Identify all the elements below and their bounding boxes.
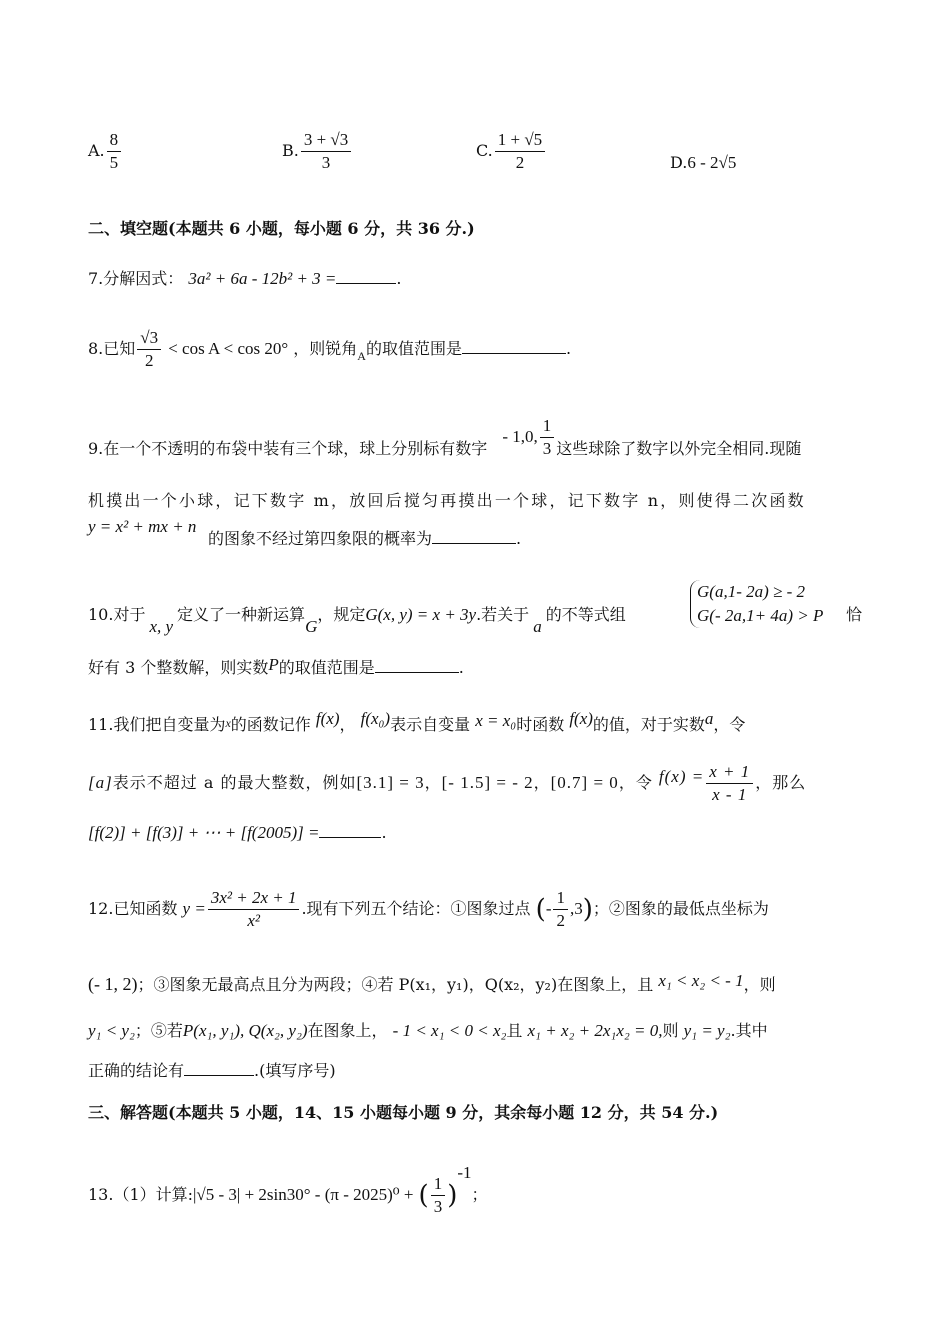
option-b-label: B. [282,141,299,160]
option-d [670,152,736,174]
q11-sum: [f(2)] + [f(3)] + ⋯ + [f(2005)] = [88,823,320,842]
q12-l3d: 在图象上， [307,1021,388,1040]
q13-fraction [431,1174,446,1217]
question-9-line1 [88,416,801,460]
option-c-fraction [495,130,545,173]
option-c [476,130,547,173]
q9-line1-text: 9.在一个不透明的布袋中装有三个球，球上分别标有数字 [88,439,488,458]
q11-bracket-a: [a] [88,773,113,792]
q8-mid: ，则锐角 [293,339,358,358]
q11-p4: 时函数 [516,715,565,734]
q10-line2b: 的取值范围是 [278,658,375,677]
q11-frac-num: x + 1 [706,762,753,784]
question-11-line1 [88,708,745,736]
q8-suffix: 的取值范围是 [365,339,462,358]
option-c-num: 1 + √5 [495,130,545,152]
question-12-line1 [88,888,769,931]
q9-line3-text: 的图象不经过第四象限的概率为 [208,529,433,548]
option-d-label: D. [670,153,688,172]
q7-answer-blank[interactable] [336,269,396,284]
option-b-den: 3 [321,153,331,172]
q11-answer-blank[interactable] [319,823,381,838]
q12-frac-num: 3x² + 2x + 1 [208,888,300,910]
q12-lowest-point: (- 1, 2) [88,974,138,994]
q9-frac-num: 1 [540,416,555,438]
q12-point-paren-left: ( [535,894,546,925]
q9-function: y = x² + mx + n [88,517,197,536]
q12-l3c: P(x₁, y₁), Q(x₂, y₂) [182,1021,308,1040]
q9-end: . [516,529,522,548]
q12-fraction [208,888,300,931]
q12-p3: ；②图象的最低点坐标为 [592,899,769,918]
q8-frac-num: √3 [137,328,161,350]
q10-answer-blank[interactable] [375,658,459,673]
q10-p5: 的不等式组 [545,605,626,624]
q9-line1-end: 这些球除了数字以外完全相同.现随 [556,439,802,458]
option-a [88,130,123,173]
option-a-num: 8 [107,130,122,152]
q13-expression: |√5 - 3| + 2sin30° - (π - 2025)⁰ + [193,1185,414,1204]
q13-paren-right: ) [447,1180,458,1211]
q10-p6: 恰 [846,605,863,624]
q11-p1: 11.我们把自变量为 [88,715,226,734]
option-c-den: 2 [515,153,525,172]
q13-end: ； [471,1185,488,1204]
q10-p3: ，规定 [317,605,366,624]
q12-point-den: 2 [556,911,565,930]
q12-l3b: ；⑤若 [134,1021,183,1040]
q10-vars: x, y [149,617,174,636]
q10-p2: 定义了一种新运算 [177,605,306,624]
q7-end: . [396,269,402,288]
q8-end: . [565,339,572,358]
q12-point-neg: - [545,899,552,918]
q11-eq: x = x₀ [475,711,517,730]
q8-var-a: A [357,349,366,363]
q10-p1: 10.对于 [88,605,146,624]
q10-p4: .若关于 [476,605,530,624]
q12-l2d: ，则 [743,975,776,994]
q12-answer-blank[interactable] [184,1061,254,1076]
q9-answer-blank[interactable] [432,529,516,544]
q12-l4b: .(填写序号) [254,1061,336,1080]
q13-frac-num: 1 [431,1174,446,1196]
question-9-line3 [208,528,521,550]
q11-a: a [704,709,714,728]
q12-l3e: - 1 < x₁ < 0 < x₂ [392,1021,507,1040]
option-d-text: 6 - 2√5 [687,153,737,172]
q12-l2b: ；③图象无最高点且分为两段；④若 P(x₁，y₁)，Q(x₂，y₂)在图象上，且 [137,975,654,994]
q11-fraction [706,762,753,805]
q11-p5: 的值，对于实数 [592,715,705,734]
question-12-line4 [88,1060,336,1082]
option-a-fraction [107,130,122,173]
question-11-line2: [a]表示不超过 a 的最大整数，例如[3.1] = 3，[- 1.5] = - 2，[0.7] = 0，令 f(x) = $\frac{x + 1}{x - 1}$ ，那么 [88,762,807,804]
section3-heading: 三、解答题(本题共 5 小题，14、15 小题每小题 9 分，其余每小题 12 分，共 54 分.) [88,1103,719,1122]
q11-example-1: [3.1] = 3 [356,773,425,792]
q10-a: a [533,617,542,636]
option-b-num: 3 + √3 [301,130,351,152]
q11-p6: ，令 [713,715,746,734]
q12-p2: .现有下列五个结论：①图象过点 [301,899,531,918]
q11-l2c: ，令 [618,773,653,792]
q11-l2b: 表示不超过 a 的最大整数，例如 [112,773,357,792]
q10-rule: G(x, y) = x + 3y [365,605,477,624]
q11-p2: 的函数记作 [230,715,311,734]
q12-l3j: .其中 [730,1021,768,1040]
q11-fx: f(x) [315,709,340,728]
option-a-label: A. [88,141,105,160]
option-b [282,130,353,173]
q12-l3i: y₁ = y₂ [683,1021,731,1040]
question-8 [88,328,571,371]
q10-inequality-system [690,580,823,628]
q13-paren-left: ( [418,1180,429,1211]
q12-point-end: ,3 [569,899,583,918]
q11-example-2: [- 1.5] = - 2 [441,773,534,792]
q7-expression: 3a² + 6a - 12b² + 3 = [188,269,337,288]
q10-inequality-2: G(- 2a,1+ 4a) > P [697,606,824,625]
q12-point-num: 1 [553,888,568,910]
q13-exponent: -1 [457,1163,472,1182]
q11-frac-den: x - 1 [712,785,748,804]
option-b-fraction [301,130,351,173]
q11-x: x [225,716,231,730]
q8-frac-den: 2 [144,351,154,370]
question-12-line2 [88,970,776,996]
q10-line2-text: 好有 3 个整数解，则实数 [88,658,269,677]
q9-fraction [540,416,555,459]
q9-frac-den: 3 [542,439,552,458]
q12-l2c: x₁ < x₂ < - 1 [658,971,744,990]
q10-P: P [268,655,279,674]
section2-heading: 二、填空题(本题共 6 小题，每小题 6 分，共 36 分.) [88,219,475,238]
q10-end: . [458,658,464,677]
q8-inequality: < cos A < cos 20° [168,339,289,358]
q12-point-fraction [553,888,568,931]
question-12-line3 [88,1020,768,1042]
q8-answer-blank[interactable] [462,339,566,354]
q11-p3: 表示自变量 [390,715,471,734]
q8-prefix: 8.已知 [88,339,136,358]
q12-l3f: 且 [506,1021,523,1040]
q12-l4a: 正确的结论有 [88,1061,185,1080]
q9-numbers: - 1,0, [502,427,538,446]
q12-p1: 12.已知函数 [88,899,178,918]
q11-example-3: [0.7] = 0 [550,773,619,792]
q12-frac-den: x² [247,911,260,930]
q12-point-paren-right: ) [582,894,593,925]
q12-l3g: x₁ + x₂ + 2x₁x₂ = 0, [527,1021,663,1040]
question-13 [88,1162,488,1217]
q12-l3h: 则 [662,1021,679,1040]
option-a-den: 5 [109,153,119,172]
q11-l2d: ，那么 [755,773,807,792]
question-9-line2: 机摸出一个小球，记下数字 m，放回后搅匀再摸出一个球，记下数字 n，则使得二次函数 [88,491,806,510]
question-10-line1 [88,604,626,638]
q10-inequality-1: G(a,1- 2a) ≥ - 2 [697,582,806,601]
question-10-line2 [88,654,464,679]
q11-comma: ， [339,715,356,734]
q12-y: y = [182,899,206,918]
q8-fraction [137,328,161,371]
q13-p1: 13.（1）计算: [88,1185,194,1204]
q10-G: G [305,617,318,636]
q11-fx2: f(x) [569,709,593,728]
q13-frac-den: 3 [433,1197,443,1216]
q11-end: . [381,823,387,842]
question-7 [88,268,402,290]
q11-fdef: f(x) = [658,767,705,786]
q7-prefix: 7.分解因式： [88,269,184,288]
q12-l3a: y₁ < y₂ [88,1021,135,1040]
option-c-label: C. [476,141,493,160]
q11-fx0: f(x₀) [360,709,391,728]
question-11-line3 [88,822,387,844]
